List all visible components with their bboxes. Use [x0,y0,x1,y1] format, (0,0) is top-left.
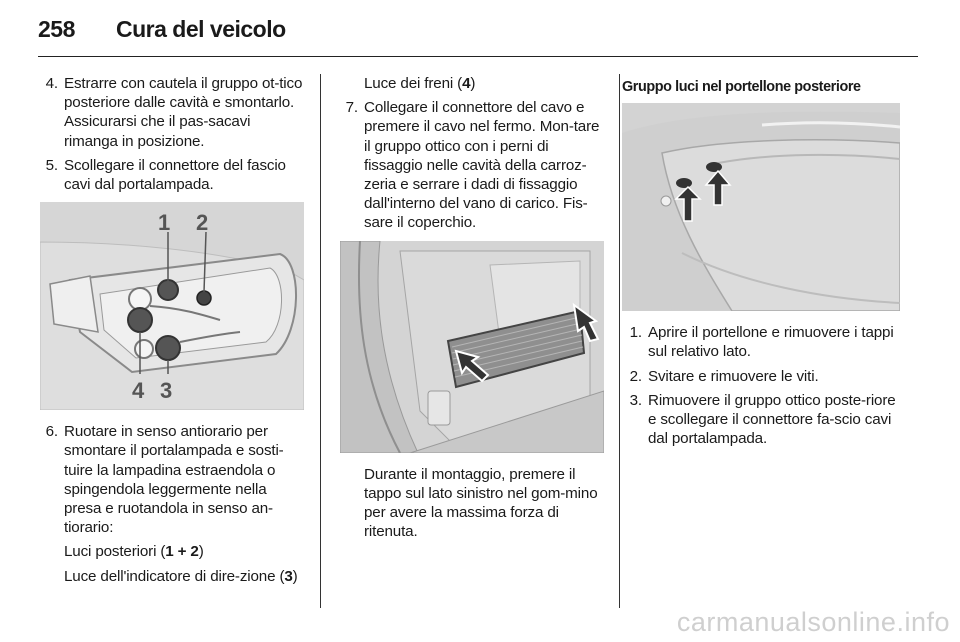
tailgate-step-1 [622,323,902,361]
taillight-drawing [40,202,304,410]
cargo-cover-illustration [340,241,604,453]
tailgate-step-3 [622,391,902,449]
step-number: 3. [629,391,642,409]
step-text: Svitare e rimuovere le viti. [648,367,819,385]
page-header [38,16,918,46]
luci-posteriori-line: Luci posteriori (1 + 2) [64,543,204,561]
bulb-reference: 4 [462,75,471,92]
figure-label-4: 4 [132,378,145,404]
step-number: 4. [45,75,58,92]
step-text: Estrarre con cautela il gruppo ot-tico posteriore dalle cavità e smontarlo. Assicurarsi che il pas-sacavi rimanga in posizione. [64,75,303,150]
step-text: Scollegare il connettore del fascio cavi dal portalampada. [64,156,286,194]
tailgate-drawing [622,103,900,311]
watermark: carmanualsonline.info [676,607,950,637]
header-divider [38,56,918,57]
step-text: Collegare il connettore del cavo e premere il cavo nel fermo. Mon-tare il gruppo ottico con i perni di fissaggio nelle cavità della carroz-zeria e serrare i dadi di fissaggio dall'interno del vano di carico. Fis-sare il coperchio. [364,99,600,232]
step-text: Ruotare in senso antiorario per smontare il portalampada e sosti-tuire la lampadina estraendola o spingendola leggermente nella presa e ruotandola in senso an-tiorario: [64,423,284,537]
column-2 [338,74,606,546]
bulb-reference: 1 + 2 [165,543,199,561]
indicatore-line: Luce dell'indicatore di dire-zione (3) [64,567,298,585]
step-number: 1. [629,324,642,342]
step-7 [338,98,606,232]
column-divider-1 [320,74,321,608]
column-divider-2 [619,74,620,608]
figure-label-2: 2 [196,210,209,236]
figure-label-1: 1 [158,210,171,236]
cargo-cover-drawing [340,241,604,453]
page-title: Cura del veicolo [116,16,286,42]
assembly-note: Durante il montaggio, premere il tappo sul lato sinistro nel gom-mino per avere la massima forza di ritenuta. [364,465,598,541]
section-title: Gruppo luci nel portellone posteriore [622,79,861,95]
step-number: 5. [45,156,58,174]
bulb-reference: 3 [284,567,293,585]
figure-label-3: 3 [160,378,173,404]
page-number: 258 [38,16,75,42]
tailgate-lights-illustration [622,103,900,311]
tailgate-step-2 [622,367,902,386]
step-5 [38,156,306,194]
column-3 [622,74,902,453]
step-text: Rimuovere il gruppo ottico poste-riore e scollegare il connettore fa-scio cavi dal portalampada. [648,391,896,448]
taillight-bulb-holder-illustration [40,202,304,410]
step-number: 7. [345,99,358,117]
step-text: Aprire il portellone e rimuovere i tappi sul relativo lato. [648,324,894,361]
step-number: 2. [629,367,642,385]
step-number: 6. [45,423,58,441]
column-1 [38,74,306,591]
step-6 [38,422,306,537]
luce-freni-line: Luce dei freni (4) [364,75,476,92]
step-4 [38,74,306,151]
